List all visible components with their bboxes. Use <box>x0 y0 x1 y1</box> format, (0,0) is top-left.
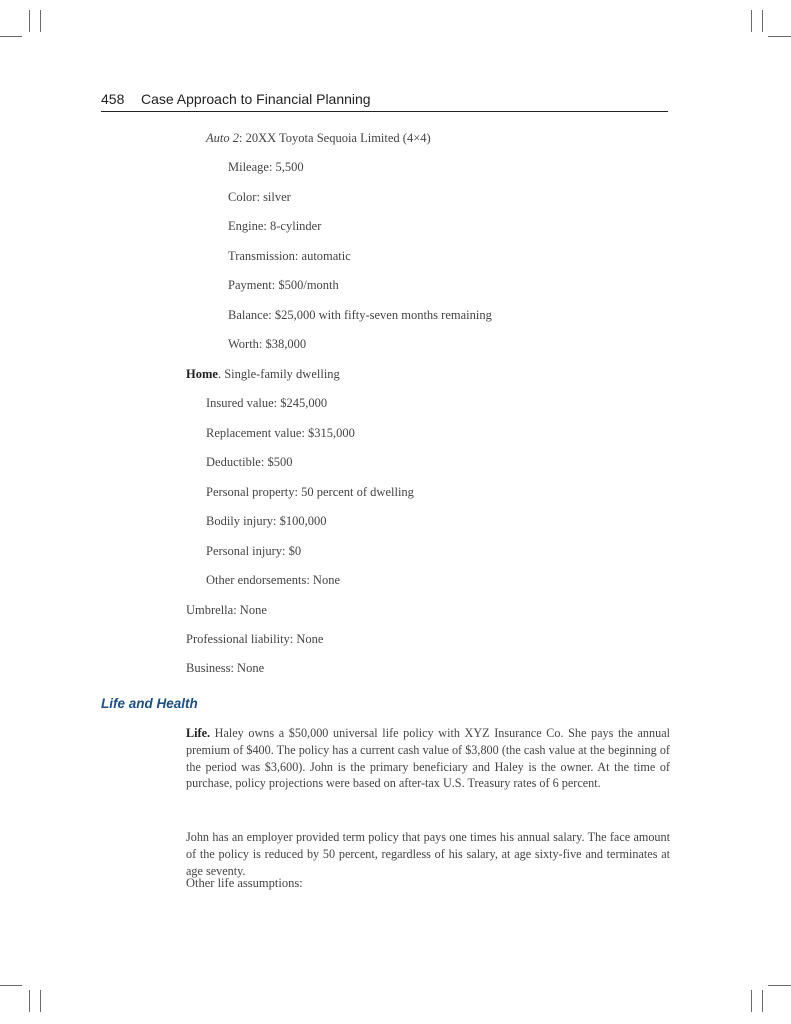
crop-mark <box>768 985 791 986</box>
running-header <box>101 89 668 112</box>
life-label: Life. <box>186 726 211 740</box>
home-value: . Single-family dwelling <box>217 367 340 381</box>
crop-mark <box>762 990 763 1012</box>
crop-mark <box>751 990 752 1012</box>
crop-mark <box>40 10 41 32</box>
running-title: Case Approach to Financial Planning <box>141 91 371 107</box>
auto2-detail: Engine: 8-cylinder <box>228 219 322 233</box>
home-detail: Deductible: $500 <box>206 455 293 469</box>
home-line <box>186 367 340 382</box>
other-life-assumptions: Other life assumptions: <box>186 876 303 890</box>
auto2-label: Auto 2 <box>206 131 239 145</box>
john-paragraph: John has an employer provided term policy that pays one times his annual salary. The face amount of the policy is reduced by 50 percent, regardless of his salary, at age sixty-five and terminates at age seventy. <box>186 830 670 878</box>
auto2-detail: Transmission: automatic <box>228 249 351 263</box>
auto2-line <box>206 131 431 146</box>
crop-mark <box>768 36 791 37</box>
auto2-detail: Payment: $500/month <box>228 278 339 292</box>
auto2-detail: Worth: $38,000 <box>228 337 307 351</box>
auto2-detail: Balance: $25,000 with fifty-seven months remaining <box>228 308 492 322</box>
auto2-value: : 20XX Toyota Sequoia Limited (4×4) <box>238 131 431 145</box>
business-coverage: Business: None <box>186 661 265 675</box>
crop-mark <box>0 36 22 37</box>
crop-mark <box>29 990 30 1012</box>
auto2-detail: Mileage: 5,500 <box>228 160 304 174</box>
crop-mark <box>762 10 763 32</box>
home-detail: Insured value: $245,000 <box>206 396 328 410</box>
life-paragraph <box>186 725 670 792</box>
home-detail: Personal injury: $0 <box>206 544 302 558</box>
professional-liability: Professional liability: None <box>186 632 324 646</box>
crop-mark <box>751 10 752 32</box>
crop-mark <box>29 10 30 32</box>
home-detail: Personal property: 50 percent of dwelling <box>206 485 414 499</box>
umbrella-coverage: Umbrella: None <box>186 603 267 617</box>
auto2-detail: Color: silver <box>228 190 291 204</box>
home-detail: Replacement value: $315,000 <box>206 426 355 440</box>
crop-mark <box>40 990 41 1012</box>
home-label: Home <box>186 367 218 381</box>
home-detail: Other endorsements: None <box>206 573 340 587</box>
section-heading-life-health: Life and Health <box>101 696 198 711</box>
crop-mark <box>0 985 22 986</box>
life-text: Haley owns a $50,000 universal life policy with XYZ Insurance Co. She pays the annual premium of $400. The policy has a current cash value of $3,800 (the cash value at the beginning of the period was $3,600). John is the primary beneficiary and Haley is the owner. At the time of purchase, policy projections were based on after-tax U.S. Treasury rates of 6 percent. <box>186 726 670 791</box>
page-number: 458 <box>101 91 125 107</box>
home-detail: Bodily injury: $100,000 <box>206 514 327 528</box>
